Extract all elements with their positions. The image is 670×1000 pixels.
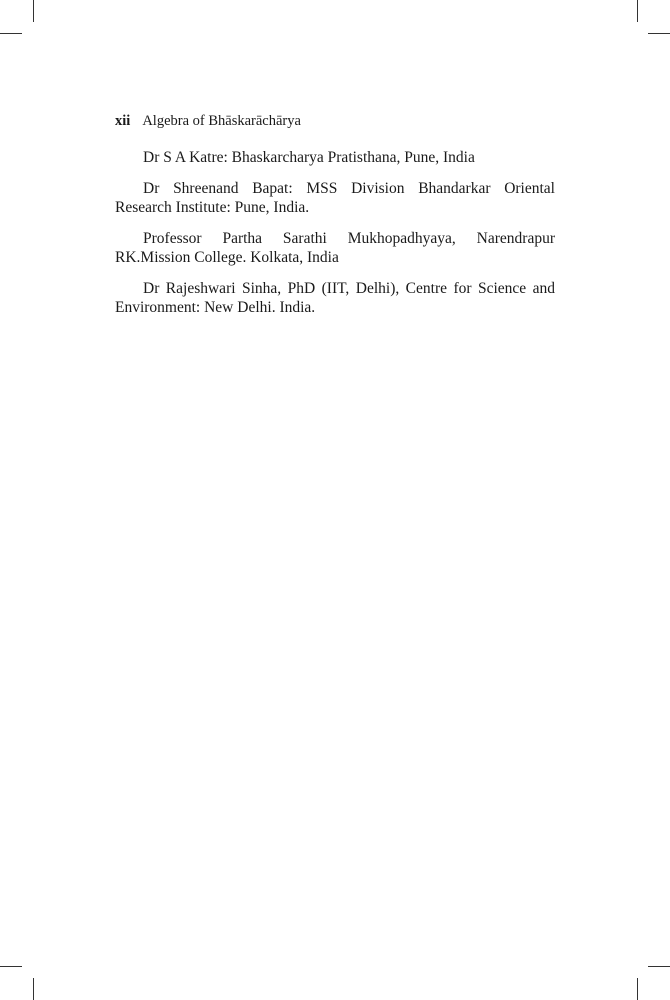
acknowledgement-entry: Dr Shreenand Bapat: MSS Division Bhandarkar Oriental Research Institute: Pune, India. xyxy=(115,179,555,216)
running-header-title: Algebra of Bhāskarāchārya xyxy=(142,113,301,129)
crop-mark-top-right xyxy=(637,0,638,22)
crop-mark-top-left xyxy=(33,0,34,22)
crop-mark-bottom-right xyxy=(637,978,638,1000)
acknowledgement-entry: Professor Partha Sarathi Mukhopadhyaya, Narendrapur RK.Mission College. Kolkata, India xyxy=(115,229,555,266)
acknowledgement-entry: Dr Rajeshwari Sinha, PhD (IIT, Delhi), Centre for Science and Environment: New Delhi. India. xyxy=(115,279,555,316)
crop-mark-bottom-left-horizontal xyxy=(0,966,22,967)
page-number: xii xyxy=(115,113,131,129)
crop-mark-top-right-horizontal xyxy=(648,33,670,34)
crop-mark-top-left-horizontal xyxy=(0,33,22,34)
acknowledgement-entry: Dr S A Katre: Bhaskarcharya Pratisthana, Pune, India xyxy=(143,149,475,166)
crop-mark-bottom-right-horizontal xyxy=(648,966,670,967)
crop-mark-bottom-left xyxy=(33,978,34,1000)
acknowledgements-list xyxy=(115,148,555,329)
running-header xyxy=(115,112,301,130)
